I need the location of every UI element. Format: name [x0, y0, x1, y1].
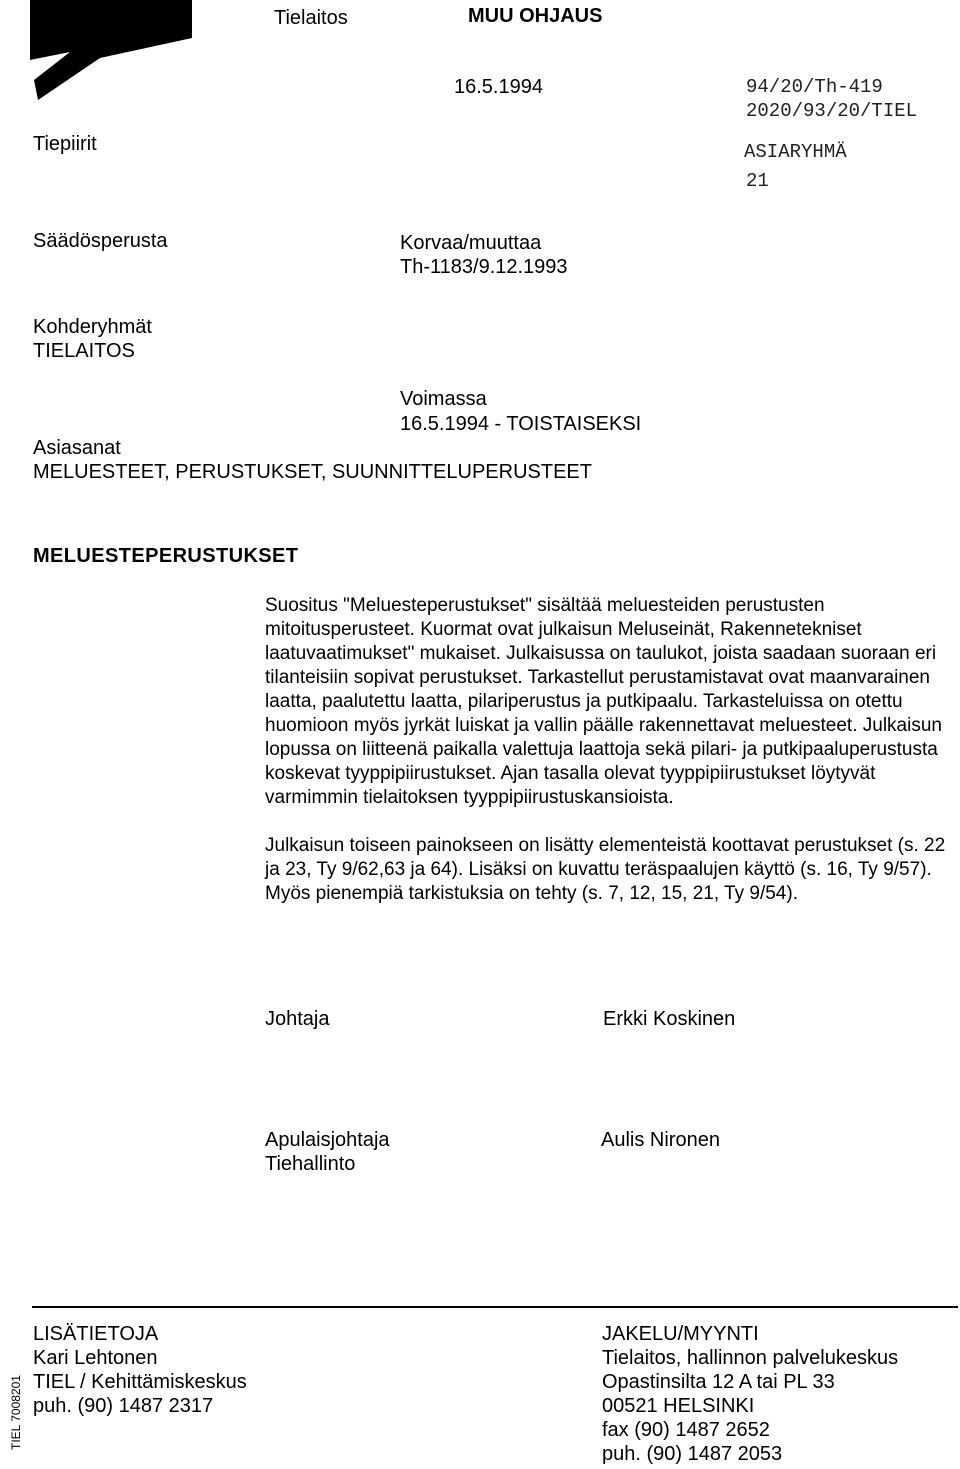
distribution-org: Tielaitos, hallinnon palvelukeskus [602, 1347, 899, 1369]
document-type: MUU OHJAUS [468, 5, 603, 27]
reference-number-1: 94/20/Th-419 [746, 76, 883, 98]
body-paragraph-2: Julkaisun toiseen painokseen on lisätty elementeistä koottavat perustukset (s. 22 ja 23, Ty 9/62,63 ja 64). Lisäksi on kuvattu teräspaalujen käyttö (s. 16, Ty 9/57). Myös pienempiä tarkistuksia on tehty (s. 7, 12, 15, 21, Ty 9/54). [265, 835, 946, 904]
reference-number-2: 2020/93/20/TIEL [746, 100, 918, 122]
distribution-city: 00521 HELSINKI [602, 1395, 755, 1417]
signature-name-1: Erkki Koskinen [603, 1008, 736, 1030]
valid-value: 16.5.1994 - TOISTAISEKSI [400, 413, 642, 435]
tielaitos-logo-icon [30, 0, 200, 110]
info-name: Kari Lehtonen [33, 1347, 158, 1369]
distribution-block [602, 1322, 898, 1466]
org-name: Tielaitos [274, 7, 348, 29]
replaces-label: Korvaa/muuttaa [400, 232, 542, 254]
signature-name-2: Aulis Nironen [601, 1129, 720, 1151]
group-label: ASIARYHMÄ [744, 141, 847, 163]
document-date: 16.5.1994 [454, 76, 543, 98]
keywords-label: Asiasanat [33, 437, 121, 459]
group-value: 21 [746, 170, 769, 192]
statute-label: Säädösperusta [33, 230, 168, 252]
replaces-value: Th-1183/9.12.1993 [400, 256, 568, 278]
info-title: LISÄTIETOJA [33, 1323, 159, 1345]
body-paragraph-1: Suositus "Meluesteperustukset" sisältää meluesteiden perustusten mitoitusperusteet. Kuormat ovat julkaisun Meluseinät, Rakennetekniset laatuvaatimukset" mukaiset. Julkaisussa on taulukot, joista saadaan suoraan eri tilanteisiin sopivat perustukset. Tarkastellut perustamistavat ovat maanvarainen laatta, paalutettu laatta, pilariperustus ja putkipaalu. Tarkasteluissa on otettu huomioon myös jyrkät luiskat ja vallin päälle rakennettavat meluesteet. Julkaisun lopussa on liitteenä paikalla valettuja laattoja sekä pilari- ja putkipaaluperustusta koskevat tyyppipiirustukset. Ajan tasalla olevat tyyppipiirustukset löytyvät varmimmin tielaitoksen tyyppipiirustuskansioista. [265, 595, 942, 808]
footer-divider [32, 1306, 958, 1308]
body-text [265, 594, 955, 906]
info-phone: puh. (90) 1487 2317 [33, 1395, 214, 1417]
signature-role-2-unit: Tiehallinto [265, 1153, 356, 1175]
page-title: MELUESTEPERUSTUKSET [33, 545, 299, 567]
distribution-fax: fax (90) 1487 2652 [602, 1419, 770, 1441]
target-label: Kohderyhmät [33, 316, 152, 338]
signature-role-2: Apulaisjohtaja [265, 1129, 390, 1151]
distribution-title: JAKELU/MYYNTI [602, 1323, 759, 1345]
distribution-phone: puh. (90) 1487 2053 [602, 1443, 783, 1465]
target-value: TIELAITOS [33, 340, 135, 362]
audience: Tiepiirit [33, 133, 97, 155]
distribution-address: Opastinsilta 12 A tai PL 33 [602, 1371, 835, 1393]
keywords-value: MELUESTEET, PERUSTUKSET, SUUNNITTELUPERUSTEET [33, 461, 592, 483]
info-unit: TIEL / Kehittämiskeskus [33, 1371, 247, 1393]
form-code: TIEL 7008201 [9, 1375, 23, 1450]
valid-label: Voimassa [400, 388, 487, 410]
signature-role-1: Johtaja [265, 1008, 330, 1030]
info-block [33, 1322, 247, 1418]
